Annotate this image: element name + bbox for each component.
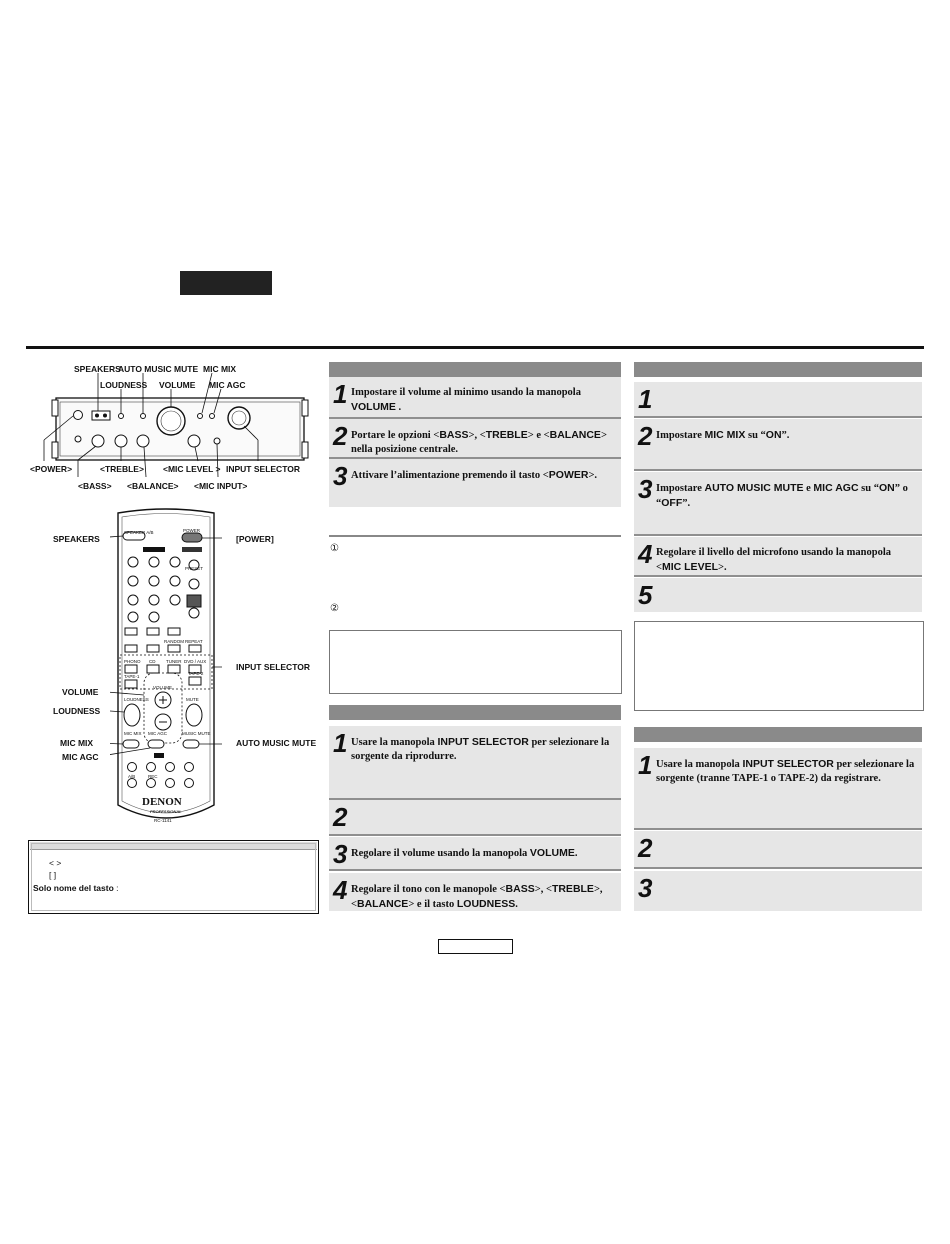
note-marker-2: ② bbox=[330, 603, 339, 614]
remote-label-power: [POWER] bbox=[236, 534, 274, 544]
language-tab bbox=[180, 271, 272, 295]
step-text-part: Regolare il livello del microfono usando la manopola < bbox=[656, 547, 891, 573]
remote-model: RC-1141 bbox=[154, 818, 172, 823]
remote-random-text: RANDOM bbox=[164, 639, 184, 644]
step-text-key: ON bbox=[878, 482, 895, 494]
step-number: 5 bbox=[638, 580, 653, 610]
prep-step-2 bbox=[329, 419, 621, 459]
remote-cd-text: CD bbox=[149, 659, 156, 664]
step-text-key: VOLUME bbox=[529, 847, 575, 859]
step-number: 2 bbox=[638, 421, 653, 451]
step-text bbox=[656, 757, 918, 786]
remote-dvd-aux-text: DVD / AUX bbox=[184, 659, 207, 664]
step-number: 2 bbox=[333, 421, 348, 451]
remote-label-mic-mix: MIC MIX bbox=[60, 738, 94, 748]
balance-knob-icon bbox=[137, 435, 149, 447]
step-text bbox=[351, 846, 619, 861]
legend-line-3-suffix: : bbox=[113, 883, 119, 893]
step-text-part: Regolare il volume usando la manopola bbox=[351, 848, 530, 859]
remote-brand-sub: PROFESSIONAL bbox=[150, 809, 182, 814]
remote-brand: DENON bbox=[142, 796, 182, 808]
label-speakers: SPEAKERS bbox=[74, 364, 121, 374]
label-power: <POWER> bbox=[30, 464, 73, 474]
step-text-part: ”. bbox=[682, 498, 691, 509]
step-text bbox=[351, 468, 619, 483]
remote-speaker-ab-text: SPEAKER A/B bbox=[124, 530, 154, 535]
step-text-key: ON bbox=[765, 429, 782, 441]
step-text-part: . bbox=[574, 848, 578, 859]
step-text-part: >, < bbox=[468, 430, 486, 441]
step-text-part: e bbox=[803, 483, 814, 494]
step-text-key: TREBLE bbox=[485, 429, 528, 441]
step-text bbox=[351, 386, 611, 415]
step-text-key: BALANCE bbox=[549, 429, 601, 441]
step-text bbox=[656, 481, 920, 511]
step-number: 3 bbox=[638, 474, 653, 504]
remote-mute-text: MUTE bbox=[186, 697, 199, 702]
label-mic-mix: MIC MIX bbox=[203, 364, 237, 374]
step-text-part: Impostare bbox=[656, 483, 705, 494]
remote-tape1-text: TAPE-1 bbox=[124, 674, 140, 679]
play-step-2 bbox=[329, 800, 621, 836]
mic-step-5 bbox=[634, 578, 922, 612]
step-text-part: >, < bbox=[351, 884, 603, 910]
step-text-part: Attivare l’alimentazione premendo il tasto < bbox=[351, 470, 549, 481]
step-number: 3 bbox=[638, 873, 653, 903]
mic-step-3 bbox=[634, 472, 922, 536]
input-selector-knob-icon bbox=[228, 407, 250, 429]
step-text-part: . bbox=[515, 899, 518, 910]
remote-phono-text: PHONO bbox=[124, 659, 141, 664]
step-text-key: LOUDNESS bbox=[456, 898, 516, 910]
step-text-key: INPUT SELECTOR bbox=[437, 736, 529, 748]
remote-mic-agc-text: MIC AGC bbox=[148, 731, 168, 736]
step-text-key: MIC AGC bbox=[813, 482, 859, 494]
remote-label-volume: VOLUME bbox=[62, 687, 99, 697]
remote-label-auto-music-mute: AUTO MUSIC MUTE bbox=[236, 738, 317, 748]
remote-music-mute-text: MUSIC MUTE bbox=[182, 731, 211, 736]
step-text-part: > e < bbox=[527, 430, 550, 441]
remote-preset-text: PRESET bbox=[185, 566, 204, 571]
remote-tape2-text: TAPE-2 bbox=[188, 671, 204, 676]
step-text-part: per selezionare la sorgente (tranne TAPE-1 o TAPE-2) da registrare. bbox=[656, 759, 915, 784]
remote-tuner-text: TUNER bbox=[166, 659, 182, 664]
rec-step-3 bbox=[634, 871, 922, 911]
step-number: 2 bbox=[638, 833, 653, 863]
remote-loudness-text: LOUDNESS bbox=[124, 697, 149, 702]
label-mic-level: <MIC LEVEL > bbox=[163, 464, 221, 474]
label-bass: <BASS> bbox=[78, 481, 112, 491]
step-text-part: >. bbox=[588, 470, 598, 481]
section-header-preparation bbox=[329, 362, 621, 377]
legend-line-2: [ ] bbox=[49, 870, 57, 880]
step-text-key: POWER bbox=[548, 469, 589, 481]
remote-control-diagram bbox=[110, 505, 222, 830]
step-number: 1 bbox=[333, 728, 348, 758]
note-marker-1: ① bbox=[330, 543, 339, 554]
step-text-key: BALANCE bbox=[356, 898, 409, 910]
step-text-key: BASS bbox=[505, 883, 535, 895]
step-number: 1 bbox=[638, 384, 653, 414]
mic-note-box bbox=[634, 621, 924, 711]
step-text-part: Impostare bbox=[656, 430, 705, 441]
step-text-part: per selezionare la sorgente da riprodurre. bbox=[351, 737, 610, 762]
section-header-recording bbox=[634, 727, 922, 742]
remote-volume-text: VOLUME bbox=[153, 685, 173, 690]
step-text-key: MIC LEVEL bbox=[661, 561, 718, 573]
prep-step-3 bbox=[329, 459, 621, 507]
label-balance: <BALANCE> bbox=[127, 481, 179, 491]
remote-rec-text: REC bbox=[148, 774, 158, 779]
treble-knob-icon bbox=[115, 435, 127, 447]
step-text-part: su “ bbox=[858, 483, 879, 494]
step-number: 1 bbox=[638, 750, 653, 780]
mic-input-jack-icon bbox=[214, 438, 220, 444]
legend-line-3-label: Solo nome del tasto bbox=[33, 883, 114, 893]
step-text bbox=[351, 735, 619, 764]
step-text-key: OFF bbox=[661, 497, 683, 509]
legend-line-3 bbox=[33, 883, 119, 893]
section-header-playback bbox=[329, 705, 621, 720]
step-number: 2 bbox=[333, 802, 348, 832]
header-rule bbox=[26, 346, 924, 349]
label-auto-music-mute: AUTO MUSIC MUTE bbox=[118, 364, 199, 374]
remote-repeat-text: REPEAT bbox=[185, 639, 203, 644]
play-step-3 bbox=[329, 837, 621, 871]
label-mic-input: <MIC INPUT> bbox=[194, 481, 248, 491]
remote-ab-text: A/B bbox=[128, 774, 136, 779]
step-text-part: Usare la manopola bbox=[656, 759, 743, 770]
step-text-key: AUTO MUSIC MUTE bbox=[704, 482, 804, 494]
step-text-key: MIC MIX bbox=[704, 429, 746, 441]
step-text-part: Regolare il tono con le manopole < bbox=[351, 884, 506, 895]
mic-step-1 bbox=[634, 382, 922, 418]
step-text-part: >. bbox=[718, 562, 727, 573]
play-step-1 bbox=[329, 726, 621, 800]
step-text bbox=[351, 882, 619, 912]
step-text-part: Portare le opzioni < bbox=[351, 430, 440, 441]
rec-step-1 bbox=[634, 748, 922, 830]
step-text-part: Impostare il volume al minimo usando la manopola bbox=[351, 387, 581, 398]
mic-level-knob-icon bbox=[188, 435, 200, 447]
step-text-part: su “ bbox=[745, 430, 766, 441]
label-mic-agc: MIC AGC bbox=[209, 380, 246, 390]
step-text bbox=[656, 546, 918, 575]
step-text-part: ” o “ bbox=[656, 483, 908, 509]
mic-step-4 bbox=[634, 537, 922, 577]
remote-label-speakers: SPEAKERS bbox=[53, 534, 100, 544]
step-text-part: >, < bbox=[534, 884, 552, 895]
step-text-key: VOLUME bbox=[351, 401, 396, 413]
label-treble: <TREBLE> bbox=[100, 464, 144, 474]
step-number: 3 bbox=[333, 839, 348, 869]
remote-label-mic-agc: MIC AGC bbox=[62, 752, 99, 762]
step-text-part: > nella posizione centrale. bbox=[351, 430, 607, 455]
page-number-box bbox=[438, 939, 513, 954]
divider bbox=[329, 535, 621, 537]
rec-step-2 bbox=[634, 831, 922, 869]
step-text-key: BASS bbox=[439, 429, 469, 441]
step-text bbox=[656, 428, 918, 443]
legend-box bbox=[28, 840, 319, 914]
step-text-key: INPUT SELECTOR bbox=[742, 758, 834, 770]
step-text-part: . bbox=[395, 402, 402, 413]
legend-line-1: < > bbox=[49, 858, 62, 868]
step-text-part: ”. bbox=[781, 430, 790, 441]
step-number: 1 bbox=[333, 379, 348, 409]
prep-step-1 bbox=[329, 377, 621, 419]
power-knob-icon bbox=[74, 411, 83, 420]
step-number: 4 bbox=[638, 539, 653, 569]
label-loudness: LOUDNESS bbox=[100, 380, 148, 390]
step-text-part: Usare la manopola bbox=[351, 737, 438, 748]
step-text bbox=[351, 428, 619, 457]
step-text-key: TREBLE bbox=[551, 883, 594, 895]
remote-label-input-selector: INPUT SELECTOR bbox=[236, 662, 310, 672]
remote-label-loudness: LOUDNESS bbox=[53, 706, 101, 716]
mic-step-2 bbox=[634, 419, 922, 471]
bass-knob-icon bbox=[92, 435, 104, 447]
remote-mic-mix-text: MIC MIX bbox=[124, 731, 142, 736]
note-box bbox=[329, 630, 622, 694]
step-number: 3 bbox=[333, 461, 348, 491]
play-step-4 bbox=[329, 873, 621, 911]
section-header-microphone bbox=[634, 362, 922, 377]
step-text-part: > e il tasto bbox=[408, 899, 457, 910]
remote-power-text: POWER bbox=[183, 528, 201, 533]
label-input-selector: INPUT SELECTOR bbox=[226, 464, 300, 474]
step-number: 4 bbox=[333, 875, 348, 905]
label-volume: VOLUME bbox=[159, 380, 196, 390]
